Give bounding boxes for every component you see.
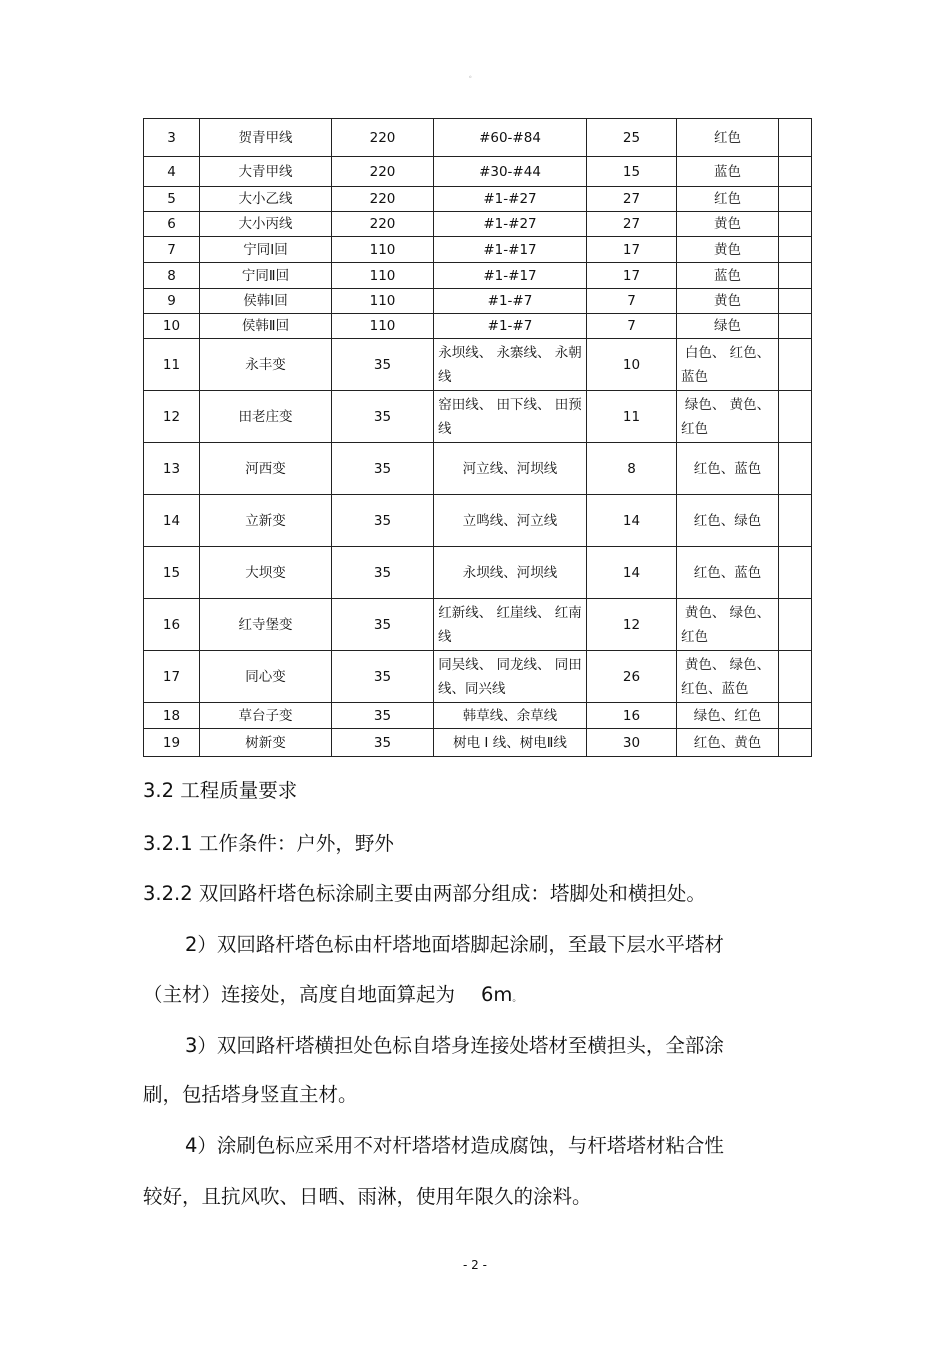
cell-index: 12 <box>144 391 200 443</box>
cell-tower-count: 14 <box>587 495 677 547</box>
cell-voltage: 35 <box>332 391 434 443</box>
cell-line-name: 大青甲线 <box>200 157 332 187</box>
cell-tower-range: 韩草线、余草线 <box>434 703 587 729</box>
cell-color: 红色、黄色 <box>677 729 779 757</box>
table-row <box>144 119 812 157</box>
cell-tower-count: 8 <box>587 443 677 495</box>
cell-line-name: 宁同Ⅰ回 <box>200 237 332 263</box>
height-value: 6m <box>481 983 513 1006</box>
cell-line-name: 宁同Ⅱ回 <box>200 263 332 289</box>
cell-color: 红色 <box>677 187 779 212</box>
cell-voltage: 220 <box>332 187 434 212</box>
cell-voltage: 110 <box>332 289 434 314</box>
cell-line-name: 红寺堡变 <box>200 599 332 651</box>
cell-color: 黄色 <box>677 289 779 314</box>
cell-blank <box>779 237 812 263</box>
cell-blank <box>779 263 812 289</box>
paragraph-2-line-1: 2）双回路杆塔色标由杆塔地面塔脚起涂刷，至最下层水平塔材 <box>185 933 724 956</box>
cell-blank <box>779 157 812 187</box>
cell-color: 白色、 红色、蓝色 <box>677 339 779 391</box>
cell-color: 红色、蓝色 <box>677 443 779 495</box>
cell-color: 绿色、红色 <box>677 703 779 729</box>
table-row <box>144 443 812 495</box>
table-row <box>144 237 812 263</box>
cell-index: 13 <box>144 443 200 495</box>
cell-voltage: 110 <box>332 237 434 263</box>
cell-line-name: 大小乙线 <box>200 187 332 212</box>
cell-tower-count: 12 <box>587 599 677 651</box>
section-3-2-1: 3.2.1 工作条件：户外，野外 <box>143 832 394 855</box>
cell-voltage: 35 <box>332 599 434 651</box>
cell-tower-range: #1-#17 <box>434 237 587 263</box>
cell-line-name: 树新变 <box>200 729 332 757</box>
cell-blank <box>779 651 812 703</box>
cell-line-name: 大小丙线 <box>200 212 332 237</box>
cell-voltage: 110 <box>332 263 434 289</box>
cell-color: 红色 <box>677 119 779 157</box>
cell-color: 红色、绿色 <box>677 495 779 547</box>
table-row <box>144 495 812 547</box>
cell-tower-range: 窑田线、 田下线、 田预线 <box>434 391 587 443</box>
table-row <box>144 212 812 237</box>
paragraph-4-line-2: 较好，且抗风吹、日晒、雨淋，使用年限久的涂料。 <box>143 1185 592 1208</box>
cell-color: 黄色 <box>677 237 779 263</box>
cell-index: 18 <box>144 703 200 729</box>
cell-index: 17 <box>144 651 200 703</box>
cell-line-name: 侯韩Ⅱ回 <box>200 314 332 339</box>
cell-index: 10 <box>144 314 200 339</box>
cell-line-name: 贺青甲线 <box>200 119 332 157</box>
cell-index: 9 <box>144 289 200 314</box>
cell-blank <box>779 391 812 443</box>
cell-voltage: 220 <box>332 119 434 157</box>
cell-index: 11 <box>144 339 200 391</box>
cell-blank <box>779 703 812 729</box>
cell-color: 黄色 <box>677 212 779 237</box>
cell-blank <box>779 187 812 212</box>
cell-tower-range: 红新线、 红崖线、 红南线 <box>434 599 587 651</box>
cell-color: 黄色、 绿色、红色 <box>677 599 779 651</box>
cell-tower-count: 11 <box>587 391 677 443</box>
cell-index: 15 <box>144 547 200 599</box>
cell-voltage: 35 <box>332 703 434 729</box>
cell-blank <box>779 599 812 651</box>
table-row <box>144 547 812 599</box>
table-row <box>144 157 812 187</box>
cell-line-name: 同心变 <box>200 651 332 703</box>
table-row <box>144 339 812 391</box>
cell-blank <box>779 339 812 391</box>
cell-blank <box>779 495 812 547</box>
cell-color: 蓝色 <box>677 263 779 289</box>
cell-line-name: 永丰变 <box>200 339 332 391</box>
cell-voltage: 35 <box>332 729 434 757</box>
cell-tower-range: #1-#7 <box>434 289 587 314</box>
cell-tower-range: 永坝线、 永寨线、 永朝线 <box>434 339 587 391</box>
table-row <box>144 187 812 212</box>
section-3-2-heading: 3.2 工程质量要求 <box>143 779 298 802</box>
cell-tower-count: 25 <box>587 119 677 157</box>
cell-voltage: 35 <box>332 443 434 495</box>
cell-index: 6 <box>144 212 200 237</box>
cell-blank <box>779 212 812 237</box>
paragraph-2-line-2 <box>143 979 521 1007</box>
cell-tower-count: 27 <box>587 212 677 237</box>
cell-tower-range: #1-#27 <box>434 212 587 237</box>
cell-line-name: 立新变 <box>200 495 332 547</box>
table-row <box>144 391 812 443</box>
cell-tower-count: 16 <box>587 703 677 729</box>
period-mark: 。 <box>512 994 522 1004</box>
cell-tower-range: #1-#17 <box>434 263 587 289</box>
cell-index: 16 <box>144 599 200 651</box>
cell-tower-count: 14 <box>587 547 677 599</box>
paragraph-3-line-1: 3）双回路杆塔横担处色标自塔身连接处塔材至横担头，全部涂 <box>185 1034 724 1057</box>
cell-blank <box>779 443 812 495</box>
cell-color: 绿色、 黄色、红色 <box>677 391 779 443</box>
cell-blank <box>779 289 812 314</box>
cell-voltage: 35 <box>332 339 434 391</box>
cell-color: 黄色、 绿色、红色、蓝色 <box>677 651 779 703</box>
paragraph-4-line-1: 4）涂刷色标应采用不对杆塔塔材造成腐蚀，与杆塔塔材粘合性 <box>185 1134 724 1157</box>
cell-tower-count: 17 <box>587 263 677 289</box>
cell-index: 8 <box>144 263 200 289</box>
table-row <box>144 651 812 703</box>
cell-line-name: 大坝变 <box>200 547 332 599</box>
cell-voltage: 220 <box>332 157 434 187</box>
cell-tower-range: 立鸣线、河立线 <box>434 495 587 547</box>
table-row <box>144 729 812 757</box>
cell-voltage: 35 <box>332 547 434 599</box>
cell-tower-range: #1-#7 <box>434 314 587 339</box>
cell-tower-range: 同吴线、 同龙线、 同田线、同兴线 <box>434 651 587 703</box>
section-3-2-2: 3.2.2 双回路杆塔色标涂刷主要由两部分组成：塔脚处和横担处。 <box>143 882 706 905</box>
cell-index: 5 <box>144 187 200 212</box>
cell-blank <box>779 729 812 757</box>
cell-index: 19 <box>144 729 200 757</box>
cell-tower-count: 7 <box>587 314 677 339</box>
cell-tower-range: 树电 Ⅰ 线、树电Ⅱ线 <box>434 729 587 757</box>
page-number: - 2 - <box>463 1258 487 1272</box>
paragraph-2-text: （主材）连接处，高度自地面算起为 <box>143 983 456 1006</box>
cell-line-name: 草台子变 <box>200 703 332 729</box>
cell-index: 3 <box>144 119 200 157</box>
cell-blank <box>779 119 812 157</box>
cell-blank <box>779 547 812 599</box>
cell-tower-range: 河立线、河坝线 <box>434 443 587 495</box>
cell-line-name: 河西变 <box>200 443 332 495</box>
cell-tower-range: #30-#44 <box>434 157 587 187</box>
cell-voltage: 220 <box>332 212 434 237</box>
cell-color: 绿色 <box>677 314 779 339</box>
table-row <box>144 289 812 314</box>
cell-voltage: 110 <box>332 314 434 339</box>
cell-tower-count: 30 <box>587 729 677 757</box>
line-color-table <box>143 118 812 757</box>
cell-index: 14 <box>144 495 200 547</box>
table-row <box>144 263 812 289</box>
cell-color: 红色、蓝色 <box>677 547 779 599</box>
cell-line-name: 田老庄变 <box>200 391 332 443</box>
cell-voltage: 35 <box>332 651 434 703</box>
cell-line-name: 侯韩Ⅰ回 <box>200 289 332 314</box>
cell-index: 7 <box>144 237 200 263</box>
cell-tower-range: #60-#84 <box>434 119 587 157</box>
cell-tower-range: 永坝线、河坝线 <box>434 547 587 599</box>
cell-tower-range: #1-#27 <box>434 187 587 212</box>
table-row <box>144 599 812 651</box>
cell-tower-count: 27 <box>587 187 677 212</box>
cell-tower-count: 17 <box>587 237 677 263</box>
cell-index: 4 <box>144 157 200 187</box>
cell-tower-count: 15 <box>587 157 677 187</box>
cell-voltage: 35 <box>332 495 434 547</box>
table-row <box>144 314 812 339</box>
header-mark: 。 <box>469 71 476 79</box>
cell-color: 蓝色 <box>677 157 779 187</box>
cell-tower-count: 10 <box>587 339 677 391</box>
cell-tower-count: 26 <box>587 651 677 703</box>
cell-blank <box>779 314 812 339</box>
cell-tower-count: 7 <box>587 289 677 314</box>
paragraph-3-line-2: 刷，包括塔身竖直主材。 <box>143 1083 358 1106</box>
table-row <box>144 703 812 729</box>
